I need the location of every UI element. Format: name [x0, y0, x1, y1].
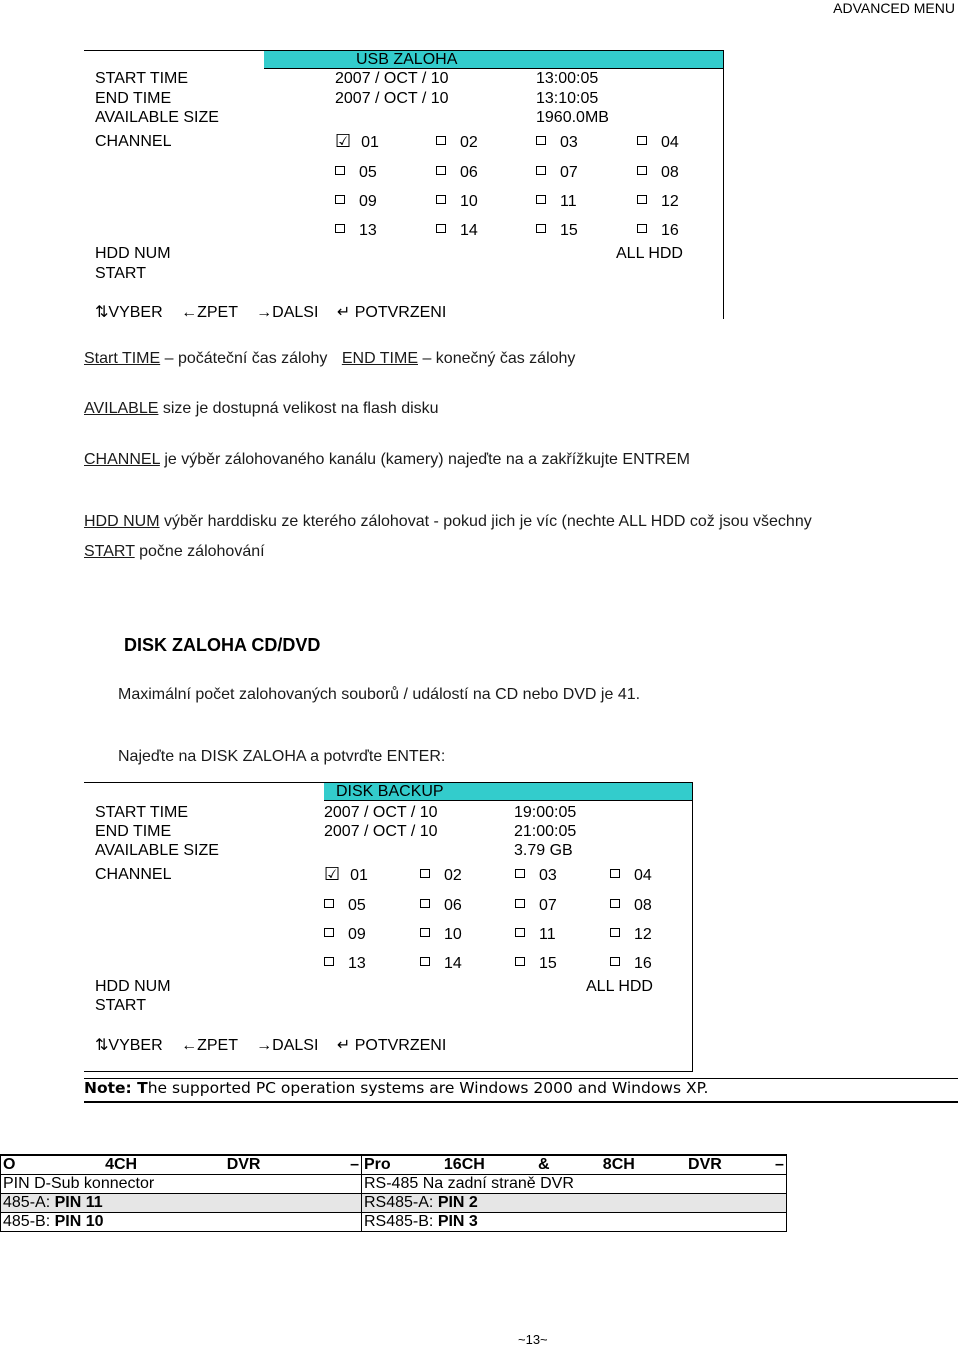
pin-table-header — [1, 1155, 787, 1175]
disk-channel-13[interactable]: 13 — [324, 955, 366, 973]
disk-channel-label: CHANNEL — [95, 866, 172, 883]
checkbox-icon — [536, 166, 546, 175]
disk-channel-05[interactable]: 05 — [324, 897, 366, 915]
explain-start-end — [84, 350, 575, 368]
pin-cell-right: RS485-B: PIN 3 — [362, 1213, 787, 1232]
usb-start-time-value[interactable]: 13:00:05 — [536, 70, 599, 87]
usb-hdd-num-value[interactable]: ALL HDD — [616, 245, 683, 262]
checkbox-icon — [420, 869, 430, 878]
channel-desc: je výběr zálohovaného kanálu (kamery) najeďte na a zakřížkujte ENTREM — [159, 451, 690, 468]
nav-next-label: DALSI — [272, 304, 319, 321]
channel-term: CHANNEL — [84, 451, 160, 468]
usb-channel-11[interactable]: 11 — [536, 193, 577, 211]
end-time-term: END TIME — [341, 350, 418, 367]
usb-channel-12[interactable]: 12 — [637, 193, 679, 211]
usb-channel-label: CHANNEL — [95, 133, 172, 150]
right-arrow-icon: → — [256, 304, 273, 321]
usb-nav-bar — [95, 302, 446, 322]
right-arrow-icon: → — [256, 1037, 273, 1054]
usb-channel-13[interactable]: 13 — [335, 222, 377, 240]
checkbox-icon — [436, 136, 446, 145]
usb-start-button[interactable]: START — [95, 265, 146, 282]
usb-hdd-num-label: HDD NUM — [95, 245, 171, 262]
start-time-desc: – počáteční čas zálohy — [160, 350, 328, 367]
usb-channel-09[interactable]: 09 — [335, 193, 377, 211]
enter-icon: ↵ — [336, 304, 351, 321]
checkbox-icon — [436, 166, 446, 175]
checkbox-icon — [335, 195, 345, 204]
checkbox-icon — [324, 928, 334, 937]
checkbox-icon — [536, 136, 546, 145]
pin-cell-right: RS-485 Na zadní straně DVR — [362, 1175, 787, 1194]
pin-header-right: Pro 16CH & 8CH DVR – — [362, 1155, 787, 1175]
note-label: Note: T — [84, 1079, 148, 1097]
disk-channel-01[interactable]: ☑ 01 — [324, 864, 368, 884]
disk-channel-11[interactable]: 11 — [515, 926, 556, 944]
checkbox-icon — [420, 928, 430, 937]
disk-channel-12[interactable]: 12 — [610, 926, 652, 944]
disk-backup-title-bar — [324, 782, 692, 801]
checkbox-icon — [637, 224, 647, 233]
disk-channel-07[interactable]: 07 — [515, 897, 557, 915]
usb-channel-10[interactable]: 10 — [436, 193, 478, 211]
table-row — [1, 1194, 787, 1213]
usb-channel-06[interactable]: 06 — [436, 164, 478, 182]
page-number: ~13~ — [518, 1332, 548, 1347]
note-line — [84, 1078, 958, 1103]
usb-end-date[interactable]: 2007 / OCT / 10 — [335, 90, 449, 107]
disk-section-heading: DISK ZALOHA CD/DVD — [124, 635, 321, 655]
checkbox-checked-icon: ☑ — [324, 864, 341, 884]
pin-cell-left: 485-B: PIN 10 — [1, 1213, 362, 1232]
usb-channel-14[interactable]: 14 — [436, 222, 478, 240]
pin-cell-left: PIN D-Sub konnector — [1, 1175, 362, 1194]
disk-hdd-num-value[interactable]: ALL HDD — [586, 978, 653, 995]
up-down-arrow-icon: ⇅ — [95, 304, 109, 321]
disk-channel-10[interactable]: 10 — [420, 926, 462, 944]
usb-end-time-value[interactable]: 13:10:05 — [536, 90, 599, 107]
disk-channel-09[interactable]: 09 — [324, 926, 366, 944]
pin-table — [0, 1154, 787, 1232]
disk-end-time-label: END TIME — [95, 823, 172, 840]
explain-channel — [84, 451, 690, 469]
usb-channel-04[interactable]: 04 — [637, 134, 679, 152]
usb-backup-title-bar — [264, 50, 723, 69]
enter-icon: ↵ — [336, 1037, 351, 1054]
checkbox-icon — [637, 195, 647, 204]
nav-confirm-label: POTVRZENI — [354, 1037, 447, 1054]
start-time-term: Start TIME — [84, 350, 161, 367]
usb-end-time-label: END TIME — [95, 90, 172, 107]
end-time-desc: – konečný čas zálohy — [418, 350, 576, 367]
disk-hdd-num-label: HDD NUM — [95, 978, 171, 995]
nav-confirm-label: POTVRZENI — [354, 304, 447, 321]
nav-select-label: VYBER — [108, 304, 163, 321]
disk-channel-15[interactable]: 15 — [515, 955, 557, 973]
explain-hdd — [84, 513, 812, 531]
usb-available-size-value: 1960.0MB — [536, 109, 609, 126]
disk-start-time-label: START TIME — [95, 804, 189, 821]
disk-backup-title: DISK BACKUP — [336, 783, 444, 800]
hdd-term: HDD NUM — [84, 513, 160, 530]
disk-channel-16[interactable]: 16 — [610, 955, 652, 973]
disk-channel-06[interactable]: 06 — [420, 897, 462, 915]
usb-channel-01[interactable]: ☑ 01 — [335, 131, 379, 151]
disk-channel-08[interactable]: 08 — [610, 897, 652, 915]
disk-instruction: Najeďte na DISK ZALOHA a potvrďte ENTER: — [118, 748, 446, 765]
nav-back-label: ZPET — [197, 1037, 238, 1054]
checkbox-icon — [610, 869, 620, 878]
hdd-desc: výběr harddisku ze kterého zálohovat - pokud jich je víc (nechte ALL HDD což jsou všechny — [159, 513, 812, 530]
checkbox-checked-icon: ☑ — [335, 131, 352, 151]
available-term: AVILABLE — [84, 400, 159, 417]
disk-available-size-value: 3.79 GB — [514, 842, 573, 859]
disk-channel-14[interactable]: 14 — [420, 955, 462, 973]
explain-available — [84, 400, 439, 418]
page-header: ADVANCED MENU — [833, 0, 955, 16]
usb-start-time-label: START TIME — [95, 70, 189, 87]
checkbox-icon — [610, 899, 620, 908]
note-text: he supported PC operation systems are Windows 2000 and Windows XP. — [147, 1079, 709, 1097]
usb-channel-03[interactable]: 03 — [536, 134, 578, 152]
checkbox-icon — [324, 957, 334, 966]
disk-end-time-value[interactable]: 21:00:05 — [514, 823, 577, 840]
disk-start-time-value[interactable]: 19:00:05 — [514, 804, 577, 821]
checkbox-icon — [436, 195, 446, 204]
usb-channel-16[interactable]: 16 — [637, 222, 679, 240]
checkbox-icon — [515, 957, 525, 966]
pin-cell-right: RS485-A: PIN 2 — [362, 1194, 787, 1213]
disk-channel-03[interactable]: 03 — [515, 867, 557, 885]
disk-available-size-label: AVAILABLE SIZE — [95, 842, 219, 859]
pin-header-left: O 4CH DVR – — [1, 1155, 362, 1175]
usb-channel-05[interactable]: 05 — [335, 164, 377, 182]
pin-cell-left: 485-A: PIN 11 — [1, 1194, 362, 1213]
checkbox-icon — [436, 224, 446, 233]
usb-backup-title: USB ZALOHA — [356, 51, 458, 68]
usb-channel-02[interactable]: 02 — [436, 134, 478, 152]
usb-channel-08[interactable]: 08 — [637, 164, 679, 182]
available-desc: size je dostupná velikost na flash disku — [158, 400, 439, 417]
table-row — [1, 1213, 787, 1232]
table-row — [1, 1175, 787, 1194]
start-desc: počne zálohování — [134, 543, 265, 560]
checkbox-icon — [335, 224, 345, 233]
checkbox-icon — [420, 957, 430, 966]
checkbox-icon — [515, 928, 525, 937]
disk-nav-bar — [95, 1035, 446, 1055]
checkbox-icon — [610, 928, 620, 937]
explain-start — [84, 543, 265, 561]
left-arrow-icon: ← — [181, 1037, 198, 1054]
checkbox-icon — [536, 224, 546, 233]
up-down-arrow-icon: ⇅ — [95, 1037, 109, 1054]
disk-start-button[interactable]: START — [95, 997, 146, 1014]
disk-start-date[interactable]: 2007 / OCT / 10 — [324, 804, 438, 821]
nav-back-label: ZPET — [197, 304, 238, 321]
checkbox-icon — [324, 899, 334, 908]
disk-channel-04[interactable]: 04 — [610, 867, 652, 885]
nav-select-label: VYBER — [108, 1037, 163, 1054]
usb-channel-07[interactable]: 07 — [536, 164, 578, 182]
disk-end-date[interactable]: 2007 / OCT / 10 — [324, 823, 438, 840]
checkbox-icon — [515, 899, 525, 908]
usb-start-date[interactable]: 2007 / OCT / 10 — [335, 70, 449, 87]
checkbox-icon — [515, 869, 525, 878]
checkbox-icon — [610, 957, 620, 966]
checkbox-icon — [637, 136, 647, 145]
start-term: START — [84, 543, 135, 560]
left-arrow-icon: ← — [181, 304, 198, 321]
checkbox-icon — [637, 166, 647, 175]
usb-channel-15[interactable]: 15 — [536, 222, 578, 240]
usb-available-size-label: AVAILABLE SIZE — [95, 109, 219, 126]
disk-channel-02[interactable]: 02 — [420, 867, 462, 885]
checkbox-icon — [536, 195, 546, 204]
nav-next-label: DALSI — [272, 1037, 319, 1054]
checkbox-icon — [420, 899, 430, 908]
checkbox-icon — [335, 166, 345, 175]
disk-max-text: Maximální počet zalohovaných souborů / událostí na CD nebo DVD je 41. — [118, 686, 641, 703]
